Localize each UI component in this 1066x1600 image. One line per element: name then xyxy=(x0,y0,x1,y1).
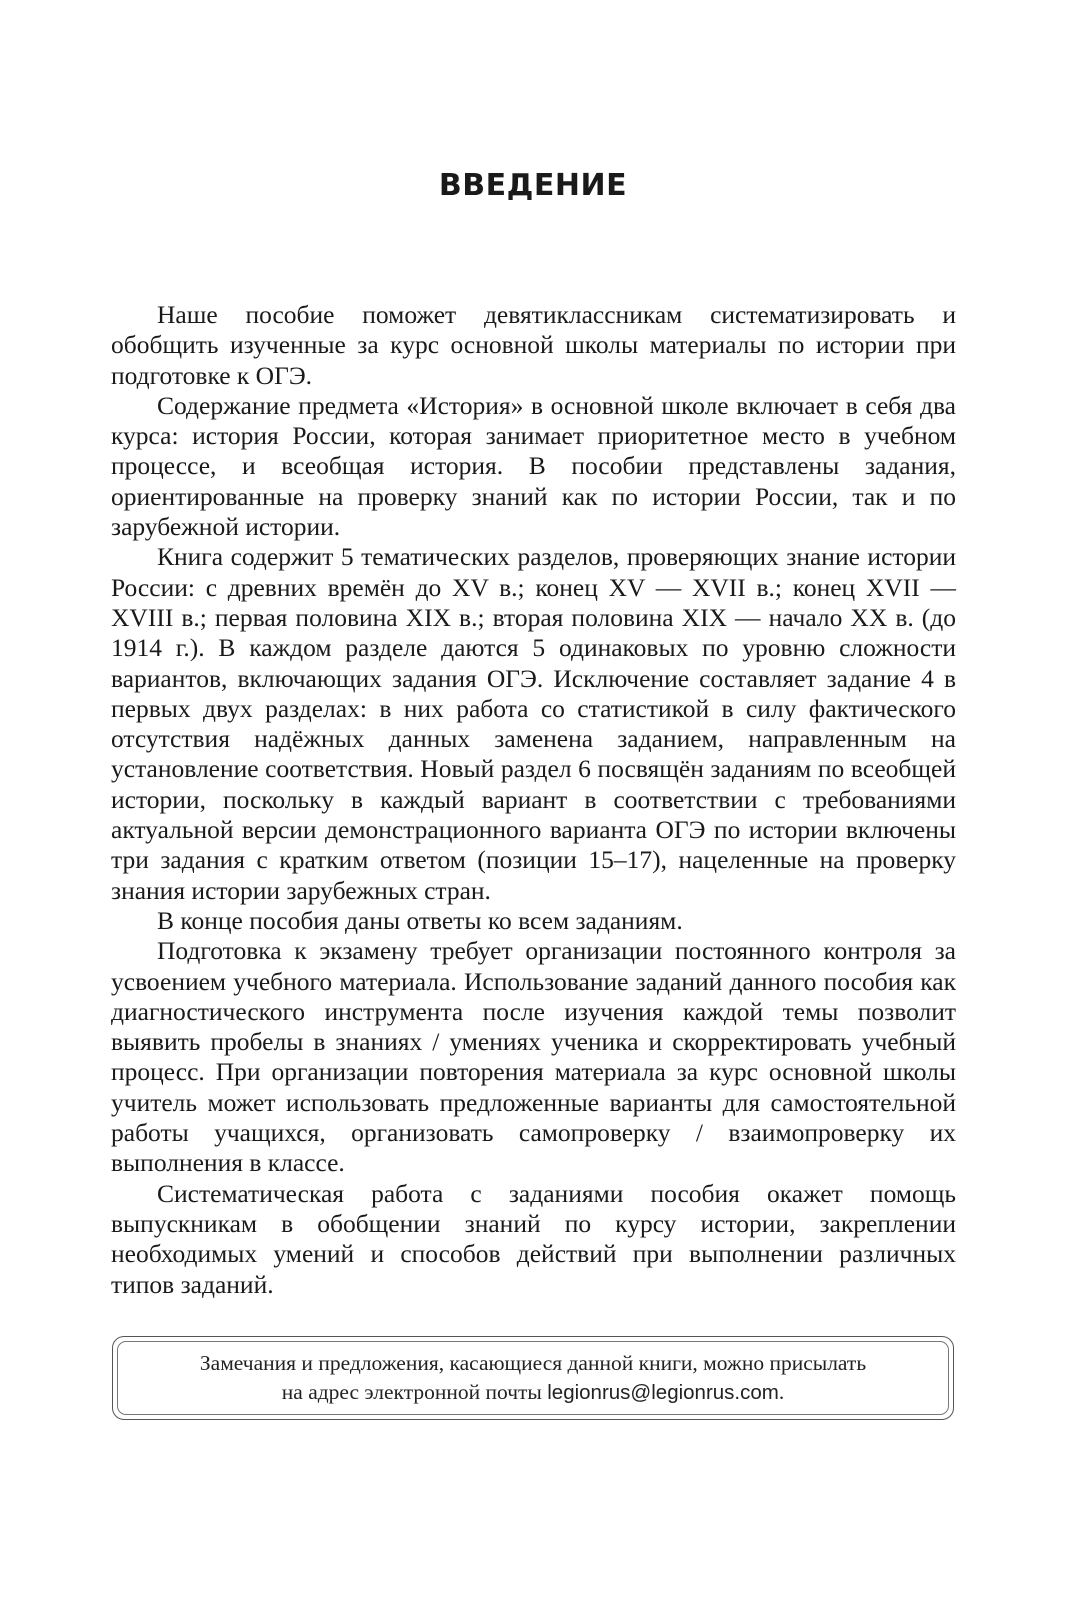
notice-line-2 xyxy=(282,1378,784,1407)
intro-body xyxy=(111,300,956,1300)
paragraph: Содержание предмета «История» в основной школе включает в себя два курса: история России, которая занимает приоритетное место в учебном процессе, и всеобщая история. В пособии представлены задания, ориентированные на проверку знаний как по истории России, так и по зарубежной истории. xyxy=(111,390,956,542)
feedback-notice-box xyxy=(112,1336,954,1420)
paragraph: В конце пособия даны ответы ко всем заданиям. xyxy=(157,905,683,935)
paragraph: Книга содержит 5 тематических разделов, проверяющих знание истории России: с древних времён до XV в.; конец XV — XVII в.; конец XVII — XVIII в.; первая половина XIX в.; вторая половина XIX — начало XX в. (до 1914 г.). В каждом разделе даются 5 одинаковых по уровню сложности вариантов, включающих задания ОГЭ. Исключение составляет задание 4 в первых двух разделах: в них работа со статистикой в силу фактического отсутствия надёжных данных заменена заданием, направленным на установление соответствия. Новый раздел 6 посвящён заданиям по всеобщей истории, поскольку в каждый вариант в соответствии с требованиями актуальной версии демонстрационного варианта ОГЭ по истории включены три задания с кратким ответом (позиции 15–17), нацеленные на проверку знания истории зарубежных стран. xyxy=(111,542,956,905)
notice-line-1: Замечания и предложения, касающиеся данной книги, можно присылать xyxy=(199,1351,867,1375)
contact-email: legionrus@legionrus.com xyxy=(547,1381,779,1404)
notice-line-2-prefix: на адрес электронной почты xyxy=(281,1380,542,1404)
page-title: ВВЕДЕНИЕ xyxy=(438,168,628,203)
notice-line-2-suffix: . xyxy=(778,1380,785,1404)
feedback-notice-inner xyxy=(117,1341,949,1415)
paragraph: Систематическая работа с заданиями пособия окажет помощь выпускникам в обобщении знаний по курсу истории, закреплении необходимых умений и способов действий при выполнении различных типов заданий. xyxy=(111,1178,956,1299)
paragraph: Наше пособие поможет девятиклассникам систематизировать и обобщить изученные за курс основной школы материалы по истории при подготовке к ОГЭ. xyxy=(111,300,956,390)
paragraph: Подготовка к экзамену требует организации постоянного контроля за усвоением учебного материала. Использование заданий данного пособия как диагностического инструмента после изучения каждой темы позволит выявить пробелы в знаниях / умениях ученика и скорректировать учебный процесс. При организации повторения материала за курс основной школы учитель может использовать предложенные варианты для самостоятельной работы учащихся, организовать самопроверку / взаимопроверку их выполнения в классе. xyxy=(111,936,956,1178)
